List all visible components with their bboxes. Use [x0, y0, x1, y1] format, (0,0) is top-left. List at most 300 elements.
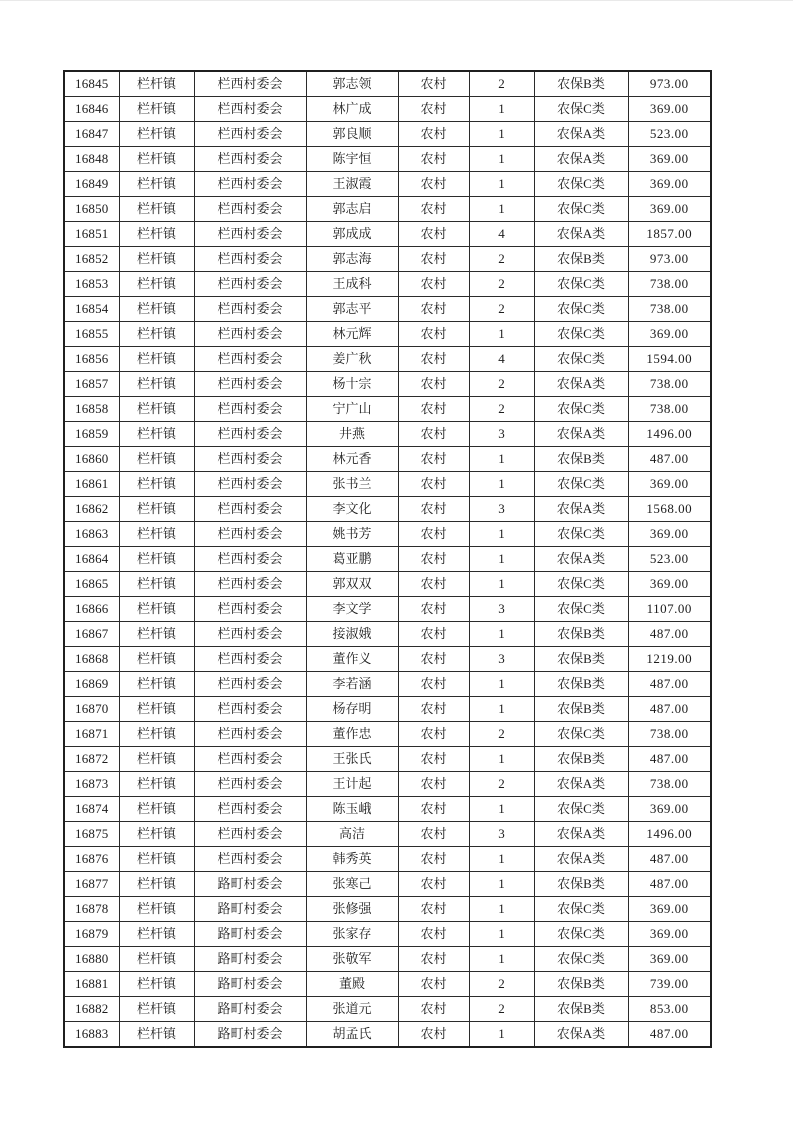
cell-amount: 1857.00 [628, 222, 711, 247]
cell-person-count: 2 [469, 997, 534, 1022]
cell-residence-type: 农村 [398, 97, 469, 122]
cell-amount: 523.00 [628, 547, 711, 572]
table-row [64, 197, 711, 222]
cell-record-id: 16851 [64, 222, 119, 247]
cell-village-committee: 栏西村委会 [194, 647, 306, 672]
table-row [64, 772, 711, 797]
cell-amount: 973.00 [628, 247, 711, 272]
cell-insurance-category: 农保B类 [534, 972, 628, 997]
cell-village-committee: 栏西村委会 [194, 372, 306, 397]
cell-record-id: 16863 [64, 522, 119, 547]
cell-person-count: 2 [469, 247, 534, 272]
cell-record-id: 16865 [64, 572, 119, 597]
cell-village-committee: 栏西村委会 [194, 247, 306, 272]
cell-amount: 487.00 [628, 1022, 711, 1048]
cell-record-id: 16882 [64, 997, 119, 1022]
cell-village-committee: 路町村委会 [194, 972, 306, 997]
cell-person-count: 1 [469, 97, 534, 122]
cell-person-name: 姜广秋 [306, 347, 398, 372]
table-row [64, 97, 711, 122]
cell-village-committee: 栏西村委会 [194, 597, 306, 622]
table-row [64, 522, 711, 547]
cell-village-committee: 栏西村委会 [194, 722, 306, 747]
cell-record-id: 16872 [64, 747, 119, 772]
cell-record-id: 16867 [64, 622, 119, 647]
cell-record-id: 16881 [64, 972, 119, 997]
cell-person-name: 林广成 [306, 97, 398, 122]
cell-town: 栏杆镇 [119, 622, 194, 647]
cell-record-id: 16857 [64, 372, 119, 397]
cell-village-committee: 栏西村委会 [194, 272, 306, 297]
cell-record-id: 16855 [64, 322, 119, 347]
cell-village-committee: 栏西村委会 [194, 71, 306, 97]
cell-village-committee: 路町村委会 [194, 922, 306, 947]
cell-town: 栏杆镇 [119, 272, 194, 297]
cell-record-id: 16876 [64, 847, 119, 872]
cell-town: 栏杆镇 [119, 172, 194, 197]
cell-person-count: 1 [469, 147, 534, 172]
cell-person-count: 2 [469, 272, 534, 297]
cell-town: 栏杆镇 [119, 97, 194, 122]
cell-person-count: 4 [469, 347, 534, 372]
table-row [64, 497, 711, 522]
table-row [64, 897, 711, 922]
cell-town: 栏杆镇 [119, 822, 194, 847]
cell-person-count: 3 [469, 497, 534, 522]
cell-person-name: 林元辉 [306, 322, 398, 347]
cell-town: 栏杆镇 [119, 747, 194, 772]
cell-record-id: 16862 [64, 497, 119, 522]
cell-amount: 1496.00 [628, 422, 711, 447]
cell-amount: 369.00 [628, 797, 711, 822]
cell-person-name: 王淑霞 [306, 172, 398, 197]
cell-amount: 487.00 [628, 447, 711, 472]
cell-insurance-category: 农保C类 [534, 922, 628, 947]
cell-village-committee: 栏西村委会 [194, 197, 306, 222]
cell-person-name: 韩秀英 [306, 847, 398, 872]
cell-record-id: 16868 [64, 647, 119, 672]
cell-residence-type: 农村 [398, 422, 469, 447]
cell-village-committee: 栏西村委会 [194, 422, 306, 447]
cell-amount: 738.00 [628, 272, 711, 297]
cell-insurance-category: 农保A类 [534, 547, 628, 572]
cell-person-name: 郭志海 [306, 247, 398, 272]
cell-record-id: 16870 [64, 697, 119, 722]
cell-village-committee: 栏西村委会 [194, 697, 306, 722]
table-row [64, 122, 711, 147]
cell-town: 栏杆镇 [119, 572, 194, 597]
cell-insurance-category: 农保C类 [534, 272, 628, 297]
cell-record-id: 16850 [64, 197, 119, 222]
table-row [64, 847, 711, 872]
cell-person-name: 李文学 [306, 597, 398, 622]
cell-residence-type: 农村 [398, 247, 469, 272]
cell-record-id: 16864 [64, 547, 119, 572]
cell-person-name: 张家存 [306, 922, 398, 947]
cell-town: 栏杆镇 [119, 297, 194, 322]
cell-residence-type: 农村 [398, 622, 469, 647]
cell-amount: 369.00 [628, 322, 711, 347]
cell-residence-type: 农村 [398, 122, 469, 147]
cell-insurance-category: 农保A类 [534, 822, 628, 847]
cell-person-name: 林元香 [306, 447, 398, 472]
cell-insurance-category: 农保C类 [534, 947, 628, 972]
cell-person-count: 3 [469, 597, 534, 622]
cell-town: 栏杆镇 [119, 347, 194, 372]
cell-insurance-category: 农保B类 [534, 872, 628, 897]
cell-town: 栏杆镇 [119, 872, 194, 897]
cell-person-name: 陈宇恒 [306, 147, 398, 172]
cell-person-name: 张修强 [306, 897, 398, 922]
cell-village-committee: 路町村委会 [194, 1022, 306, 1048]
cell-town: 栏杆镇 [119, 372, 194, 397]
cell-village-committee: 栏西村委会 [194, 147, 306, 172]
cell-town: 栏杆镇 [119, 997, 194, 1022]
cell-person-name: 郭成成 [306, 222, 398, 247]
cell-village-committee: 栏西村委会 [194, 522, 306, 547]
cell-village-committee: 栏西村委会 [194, 547, 306, 572]
cell-insurance-category: 农保C类 [534, 522, 628, 547]
cell-insurance-category: 农保C类 [534, 322, 628, 347]
cell-insurance-category: 农保A类 [534, 1022, 628, 1048]
table-row [64, 71, 711, 97]
cell-record-id: 16869 [64, 672, 119, 697]
cell-residence-type: 农村 [398, 872, 469, 897]
cell-town: 栏杆镇 [119, 397, 194, 422]
cell-insurance-category: 农保C类 [534, 572, 628, 597]
cell-amount: 1568.00 [628, 497, 711, 522]
cell-amount: 738.00 [628, 397, 711, 422]
page-top-edge [0, 0, 793, 1]
cell-person-count: 1 [469, 697, 534, 722]
cell-town: 栏杆镇 [119, 122, 194, 147]
cell-record-id: 16879 [64, 922, 119, 947]
cell-village-committee: 路町村委会 [194, 897, 306, 922]
cell-village-committee: 栏西村委会 [194, 497, 306, 522]
cell-person-count: 1 [469, 1022, 534, 1048]
cell-town: 栏杆镇 [119, 597, 194, 622]
cell-village-committee: 栏西村委会 [194, 822, 306, 847]
cell-person-count: 1 [469, 872, 534, 897]
table-row [64, 972, 711, 997]
cell-residence-type: 农村 [398, 147, 469, 172]
cell-record-id: 16847 [64, 122, 119, 147]
cell-person-name: 高洁 [306, 822, 398, 847]
cell-person-count: 1 [469, 172, 534, 197]
cell-insurance-category: 农保C类 [534, 472, 628, 497]
cell-person-count: 2 [469, 972, 534, 997]
cell-person-count: 2 [469, 722, 534, 747]
cell-insurance-category: 农保C类 [534, 347, 628, 372]
cell-person-name: 郭志领 [306, 71, 398, 97]
cell-village-committee: 栏西村委会 [194, 297, 306, 322]
cell-village-committee: 栏西村委会 [194, 772, 306, 797]
table-row [64, 347, 711, 372]
cell-residence-type: 农村 [398, 747, 469, 772]
cell-person-count: 3 [469, 822, 534, 847]
cell-record-id: 16852 [64, 247, 119, 272]
cell-town: 栏杆镇 [119, 772, 194, 797]
cell-person-name: 宁广山 [306, 397, 398, 422]
cell-residence-type: 农村 [398, 222, 469, 247]
cell-town: 栏杆镇 [119, 147, 194, 172]
cell-amount: 487.00 [628, 847, 711, 872]
cell-person-name: 接淑娥 [306, 622, 398, 647]
cell-insurance-category: 农保A类 [534, 222, 628, 247]
cell-record-id: 16861 [64, 472, 119, 497]
cell-amount: 739.00 [628, 972, 711, 997]
cell-amount: 487.00 [628, 872, 711, 897]
cell-record-id: 16854 [64, 297, 119, 322]
cell-village-committee: 栏西村委会 [194, 97, 306, 122]
cell-village-committee: 栏西村委会 [194, 797, 306, 822]
cell-person-name: 陈玉峨 [306, 797, 398, 822]
cell-insurance-category: 农保C类 [534, 397, 628, 422]
cell-village-committee: 栏西村委会 [194, 447, 306, 472]
cell-person-name: 王计起 [306, 772, 398, 797]
cell-village-committee: 栏西村委会 [194, 672, 306, 697]
cell-amount: 738.00 [628, 372, 711, 397]
table-row [64, 997, 711, 1022]
cell-person-count: 3 [469, 422, 534, 447]
cell-person-count: 1 [469, 522, 534, 547]
cell-insurance-category: 农保B类 [534, 622, 628, 647]
cell-person-count: 1 [469, 747, 534, 772]
cell-amount: 1107.00 [628, 597, 711, 622]
table-row [64, 647, 711, 672]
cell-person-count: 1 [469, 847, 534, 872]
cell-amount: 853.00 [628, 997, 711, 1022]
cell-town: 栏杆镇 [119, 547, 194, 572]
cell-town: 栏杆镇 [119, 447, 194, 472]
table-row [64, 797, 711, 822]
table-row [64, 397, 711, 422]
cell-amount: 369.00 [628, 197, 711, 222]
cell-person-name: 姚书芳 [306, 522, 398, 547]
cell-residence-type: 农村 [398, 197, 469, 222]
cell-residence-type: 农村 [398, 922, 469, 947]
cell-amount: 523.00 [628, 122, 711, 147]
cell-person-name: 李若涵 [306, 672, 398, 697]
cell-village-committee: 栏西村委会 [194, 122, 306, 147]
cell-insurance-category: 农保C类 [534, 197, 628, 222]
cell-insurance-category: 农保A类 [534, 372, 628, 397]
cell-insurance-category: 农保C类 [534, 897, 628, 922]
table-row [64, 747, 711, 772]
cell-person-name: 张道元 [306, 997, 398, 1022]
cell-village-committee: 栏西村委会 [194, 572, 306, 597]
cell-record-id: 16883 [64, 1022, 119, 1048]
cell-residence-type: 农村 [398, 322, 469, 347]
cell-amount: 369.00 [628, 472, 711, 497]
cell-person-count: 2 [469, 397, 534, 422]
cell-record-id: 16858 [64, 397, 119, 422]
cell-person-name: 胡孟氏 [306, 1022, 398, 1048]
table-row [64, 1022, 711, 1048]
cell-town: 栏杆镇 [119, 322, 194, 347]
cell-person-count: 2 [469, 297, 534, 322]
cell-insurance-category: 农保C类 [534, 597, 628, 622]
cell-residence-type: 农村 [398, 672, 469, 697]
cell-person-count: 1 [469, 547, 534, 572]
cell-residence-type: 农村 [398, 497, 469, 522]
cell-amount: 1496.00 [628, 822, 711, 847]
cell-amount: 487.00 [628, 697, 711, 722]
cell-amount: 369.00 [628, 572, 711, 597]
cell-village-committee: 栏西村委会 [194, 397, 306, 422]
cell-insurance-category: 农保B类 [534, 647, 628, 672]
cell-town: 栏杆镇 [119, 697, 194, 722]
cell-residence-type: 农村 [398, 522, 469, 547]
cell-person-name: 井燕 [306, 422, 398, 447]
cell-record-id: 16873 [64, 772, 119, 797]
cell-town: 栏杆镇 [119, 922, 194, 947]
cell-insurance-category: 农保C类 [534, 97, 628, 122]
cell-residence-type: 农村 [398, 1022, 469, 1048]
table-row [64, 472, 711, 497]
cell-insurance-category: 农保B类 [534, 697, 628, 722]
cell-insurance-category: 农保C类 [534, 172, 628, 197]
cell-town: 栏杆镇 [119, 897, 194, 922]
cell-insurance-category: 农保B类 [534, 247, 628, 272]
cell-town: 栏杆镇 [119, 71, 194, 97]
cell-residence-type: 农村 [398, 972, 469, 997]
cell-person-name: 郭良顺 [306, 122, 398, 147]
cell-amount: 369.00 [628, 97, 711, 122]
cell-insurance-category: 农保B类 [534, 747, 628, 772]
cell-residence-type: 农村 [398, 722, 469, 747]
cell-village-committee: 路町村委会 [194, 947, 306, 972]
table-row [64, 722, 711, 747]
cell-residence-type: 农村 [398, 647, 469, 672]
cell-residence-type: 农村 [398, 847, 469, 872]
cell-village-committee: 栏西村委会 [194, 322, 306, 347]
table-row [64, 672, 711, 697]
cell-person-name: 郭志启 [306, 197, 398, 222]
cell-person-count: 1 [469, 572, 534, 597]
cell-residence-type: 农村 [398, 822, 469, 847]
cell-town: 栏杆镇 [119, 197, 194, 222]
cell-town: 栏杆镇 [119, 797, 194, 822]
cell-person-count: 1 [469, 447, 534, 472]
cell-person-count: 1 [469, 197, 534, 222]
cell-residence-type: 农村 [398, 172, 469, 197]
cell-village-committee: 栏西村委会 [194, 472, 306, 497]
cell-person-count: 4 [469, 222, 534, 247]
cell-town: 栏杆镇 [119, 222, 194, 247]
cell-amount: 369.00 [628, 897, 711, 922]
cell-residence-type: 农村 [398, 397, 469, 422]
cell-town: 栏杆镇 [119, 472, 194, 497]
cell-town: 栏杆镇 [119, 422, 194, 447]
cell-residence-type: 农村 [398, 897, 469, 922]
table-row [64, 622, 711, 647]
cell-person-name: 张敬军 [306, 947, 398, 972]
cell-town: 栏杆镇 [119, 647, 194, 672]
cell-residence-type: 农村 [398, 772, 469, 797]
cell-amount: 973.00 [628, 71, 711, 97]
cell-village-committee: 栏西村委会 [194, 172, 306, 197]
cell-amount: 369.00 [628, 147, 711, 172]
cell-insurance-category: 农保A类 [534, 847, 628, 872]
cell-insurance-category: 农保A类 [534, 772, 628, 797]
cell-residence-type: 农村 [398, 997, 469, 1022]
cell-record-id: 16845 [64, 71, 119, 97]
cell-amount: 1219.00 [628, 647, 711, 672]
cell-residence-type: 农村 [398, 947, 469, 972]
cell-record-id: 16848 [64, 147, 119, 172]
cell-person-count: 1 [469, 897, 534, 922]
records-table-body [64, 71, 711, 1047]
table-row [64, 922, 711, 947]
table-row [64, 322, 711, 347]
cell-residence-type: 农村 [398, 71, 469, 97]
cell-record-id: 16846 [64, 97, 119, 122]
cell-record-id: 16878 [64, 897, 119, 922]
cell-record-id: 16856 [64, 347, 119, 372]
cell-residence-type: 农村 [398, 347, 469, 372]
cell-village-committee: 栏西村委会 [194, 747, 306, 772]
cell-record-id: 16880 [64, 947, 119, 972]
cell-town: 栏杆镇 [119, 672, 194, 697]
table-row [64, 222, 711, 247]
cell-record-id: 16849 [64, 172, 119, 197]
table-row [64, 697, 711, 722]
cell-insurance-category: 农保C类 [534, 797, 628, 822]
cell-amount: 369.00 [628, 947, 711, 972]
cell-town: 栏杆镇 [119, 1022, 194, 1048]
cell-person-name: 郭双双 [306, 572, 398, 597]
cell-town: 栏杆镇 [119, 947, 194, 972]
table-row [64, 172, 711, 197]
cell-residence-type: 农村 [398, 697, 469, 722]
cell-person-name: 董作忠 [306, 722, 398, 747]
cell-person-count: 1 [469, 797, 534, 822]
cell-amount: 738.00 [628, 722, 711, 747]
cell-person-name: 张寒己 [306, 872, 398, 897]
table-row [64, 947, 711, 972]
cell-record-id: 16874 [64, 797, 119, 822]
cell-town: 栏杆镇 [119, 722, 194, 747]
cell-village-committee: 路町村委会 [194, 997, 306, 1022]
table-row [64, 272, 711, 297]
table-row [64, 447, 711, 472]
cell-residence-type: 农村 [398, 597, 469, 622]
cell-amount: 487.00 [628, 622, 711, 647]
cell-village-committee: 路町村委会 [194, 872, 306, 897]
table-row [64, 297, 711, 322]
table-row [64, 572, 711, 597]
table-row [64, 247, 711, 272]
cell-amount: 369.00 [628, 922, 711, 947]
cell-record-id: 16875 [64, 822, 119, 847]
cell-village-committee: 栏西村委会 [194, 222, 306, 247]
cell-person-name: 杨存明 [306, 697, 398, 722]
cell-amount: 487.00 [628, 747, 711, 772]
cell-person-name: 王张氏 [306, 747, 398, 772]
table-row [64, 872, 711, 897]
cell-insurance-category: 农保A类 [534, 497, 628, 522]
cell-residence-type: 农村 [398, 572, 469, 597]
cell-person-name: 郭志平 [306, 297, 398, 322]
cell-insurance-category: 农保A类 [534, 422, 628, 447]
cell-insurance-category: 农保C类 [534, 297, 628, 322]
table-row [64, 597, 711, 622]
cell-person-count: 1 [469, 922, 534, 947]
cell-person-name: 王成科 [306, 272, 398, 297]
table-row [64, 822, 711, 847]
cell-amount: 738.00 [628, 297, 711, 322]
